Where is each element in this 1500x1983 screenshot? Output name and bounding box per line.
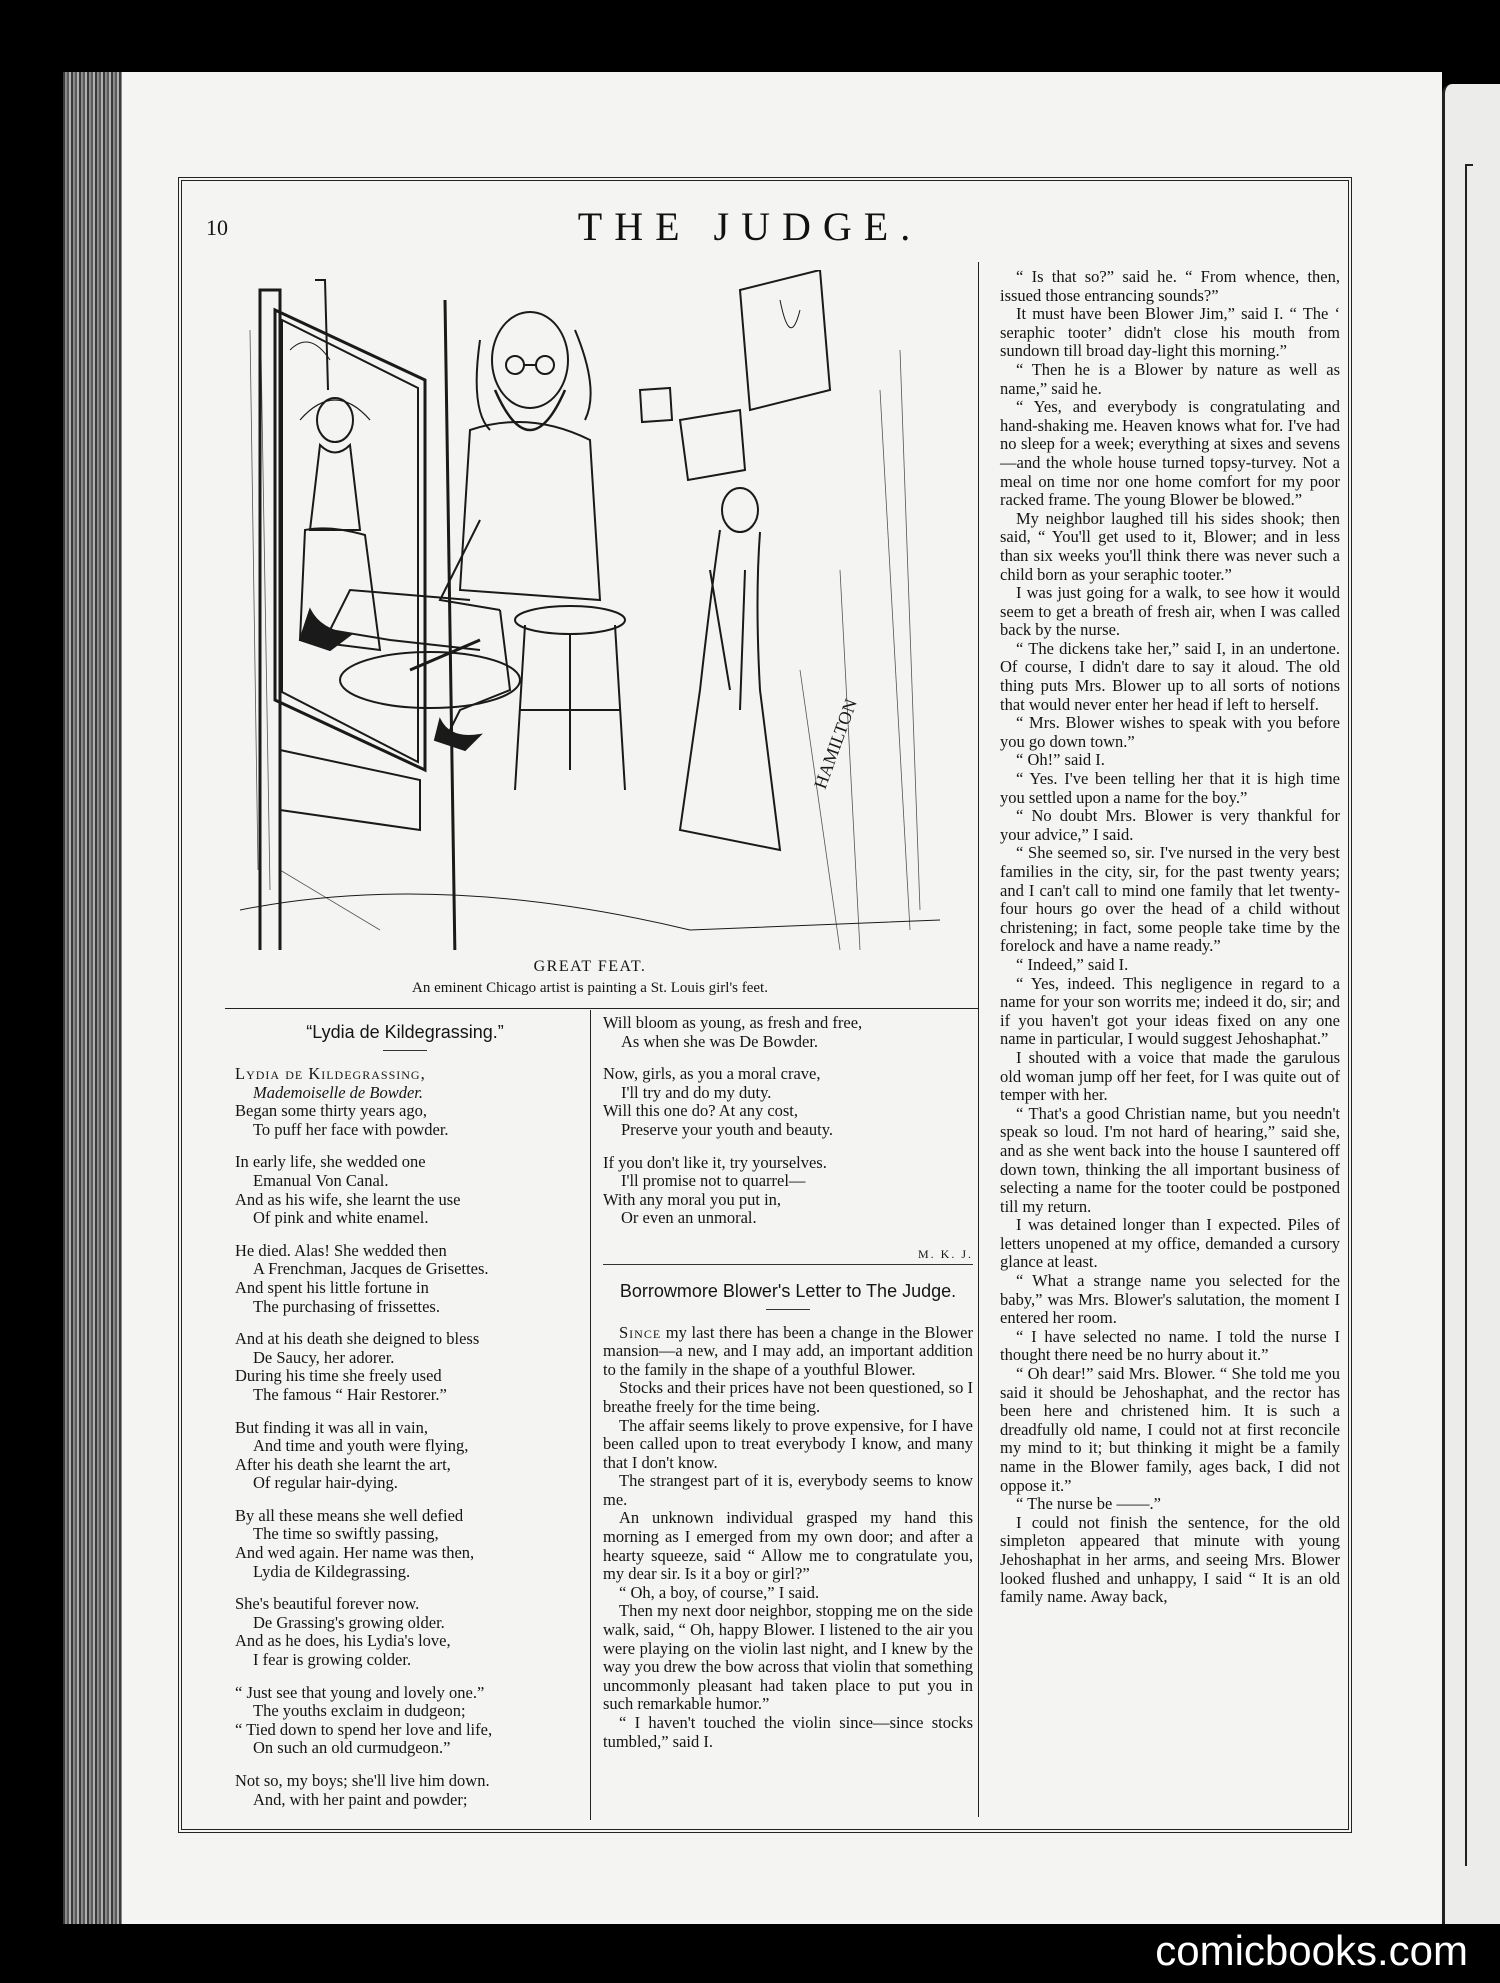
letter-paragraph: Then my next door neighbor, stopping me on the side walk, said, “ Oh, happy Blower. I listened to the air you were playing on the violin last night, and I knew by the way you drew the bow across that violin that something uncommonly pleasant had taken place to put you in such remarkable humor.” [603,1601,973,1714]
column-rule-vertical-right [978,262,979,1817]
poem-line: The time so swiftly passing, [253,1524,439,1544]
letter-paragraph: “ Yes. I've been telling her that it is high time you settled upon a name for the boy.” [1000,769,1340,807]
letter-first-word: Since [619,1322,662,1342]
letter-paragraph: “ Then he is a Blower by nature as well as name,” said he. [1000,359,1340,398]
poem-line: In early life, she wedded one [235,1152,426,1172]
poem-stanza [235,1153,575,1227]
poem-continuation [603,1014,973,1228]
poem-line: I'll promise not to quarrel— [621,1171,806,1191]
letter-paragraph: “ What a strange name you selected for the baby,” was Mrs. Blower's salutation, the moment I entered her room. [1000,1271,1340,1328]
poem-title: “Lydia de Kildegrassing.” [306,1022,504,1042]
poem-column [235,1020,575,1823]
poem-line: Now, girls, as you a moral crave, [603,1064,821,1084]
poem-line: But finding it was all in vain, [235,1417,428,1437]
poem-line: The purchasing of frissettes. [253,1296,440,1316]
poem-stanza [235,1065,575,1139]
letter-paragraph: I was just going for a walk, to see how it would seem to get a breath of fresh air, when I was called back by the nurse. [1000,583,1340,640]
letter-paragraph: “ She seemed so, sir. I've nursed in the very best families in the city, sir, for the past twenty years; and I can't call to mind one family that let twenty-four hours go over the head of a child without christening; in fact, some people take time by the forelock and have a name ready.” [1000,843,1340,956]
poem-line: The youths exclaim in dudgeon; [253,1701,466,1721]
masthead: THE JUDGE. [577,204,923,249]
poem-line: And wed again. Her name was then, [235,1543,475,1563]
letter-paragraph: “ The nurse be ——.” [1016,1494,1161,1514]
poem-stanza [235,1419,575,1493]
poem-line: De Saucy, her adorer. [253,1347,395,1367]
letter-paragraph: “ Is that so?” said he. “ From whence, then, issued those entrancing sounds?” [1000,267,1340,305]
poem-line: And time and youth were flying, [253,1436,469,1456]
poem-signature: M. K. J. [917,1246,973,1261]
short-rule [766,1309,810,1310]
poem-stanza [235,1595,575,1669]
poem-line: Preserve your youth and beauty. [621,1119,833,1139]
letter-paragraph: An unknown individual grasped my hand this morning as I emerged from my own door; and after a hearty squeeze, said “ Allow me to congratulate you, my dear sir. Is it a boy or girl?” [603,1508,973,1584]
short-rule [383,1050,427,1051]
poem-line: Or even an unmoral. [621,1208,757,1228]
poem-line: Began some thirty years ago, [235,1101,427,1121]
letter-paragraph: I was detained longer than I expected. Piles of letters unopened at my office, demanded a cursory glance at least. [1000,1215,1340,1272]
letter-paragraph: The strangest part of it is, everybody seems to know me. [603,1471,973,1509]
poem-line: Of regular hair-dying. [253,1473,398,1493]
poem-line: And as his wife, she learnt the use [235,1189,461,1209]
poem-line: As when she was De Bowder. [621,1031,819,1051]
letter-title: Borrowmore Blower's Letter to The Judge. [619,1280,957,1301]
letter-paragraph: “ Yes, and everybody is congratulating and hand-shaking me. Heaven knows what for. I've had no sleep for a week; everything at sixes and sevens—and the whole house turned topsy-turvey. Not a meal on time nor one home comfort for my poor racked frame. The young Blower be blowed.” [1000,397,1340,510]
poem-stanza [603,1065,973,1139]
poem-stanza [235,1242,575,1316]
poem-line: Will this one do? At any cost, [603,1101,799,1121]
letter-paragraph: It must have been Blower Jim,” said I. “ The ‘ seraphic tooter’ didn't close his mouth from sundown till broad day-light this morning.” [1000,304,1340,361]
letter-paragraph: My neighbor laughed till his sides shook; then said, “ You'll get used to it, Blower; and in less than six weeks you'll think there was never such a child born as your seraphic tooter.” [1000,508,1340,584]
illustration-caption: An eminent Chicago artist is painting a St. Louis girl's feet. [412,980,768,996]
letter-paragraph: The affair seems likely to prove expensive, for I have been called upon to treat everybody I know, and many that I don't know. [603,1415,973,1472]
poem-line: “ Tied down to spend her love and life, [235,1719,493,1739]
canvas-painting [275,310,425,770]
letter-paragraph: “ Indeed,” said I. [1016,954,1129,974]
poem-line: To puff her face with powder. [253,1119,449,1139]
poem-line: Mademoiselle de Bowder. [253,1082,424,1102]
column-rule-horizontal [225,1008,978,1009]
poem-line: Emanual Von Canal. [253,1170,389,1190]
watermark: comicbooks.com [1155,1927,1468,1974]
letter-paragraph: “ I haven't touched the violin since—since stocks tumbled,” said I. [603,1713,973,1751]
letter-paragraph [603,1324,973,1380]
letter-continuation [1000,268,1340,1607]
poem-line: During his time she freely used [235,1366,442,1386]
poem-line: He died. Alas! She wedded then [235,1240,447,1260]
artist-figure [300,312,625,790]
poem-line: Will bloom as young, as fresh and free, [603,1013,863,1032]
book-spine [63,72,125,1924]
letter-paragraph: I could not finish the sentence, for the old simpleton appeared that minute with young Jehoshaphat in her arms, and seeing Mrs. Blower looked flushed and unhappy, I said “ It is an old family name. Away back, [1000,1512,1340,1607]
statue-figure [680,488,780,850]
letter-paragraph: I shouted with a voice that made the garulous old woman jump off her feet, for I was quite out of temper with her. [1000,1047,1340,1105]
poem-line: If you don't like it, try yourselves. [603,1152,827,1172]
illustration-caption-title: GREAT FEAT. [533,958,647,975]
poem-stanza [235,1772,575,1809]
letter-body [603,1324,973,1752]
poem-stanza [603,1014,973,1051]
letter-paragraph: “ No doubt Mrs. Blower is very thankful for your advice,” I said. [1000,806,1340,844]
letter-paragraph: “ That's a good Christian name, but you needn't speak so loud. I'm not hard of hearing,” said she, and as she went back into the house I sauntered off down town, thinking the all important business of selecting a name for the tooter could be postponed till my return. [1000,1103,1340,1216]
poem-line: The famous “ Hair Restorer.” [253,1384,447,1404]
letter-paragraph: “ I have selected no name. I told the nurse I thought there need be no hurry about it.” [1000,1326,1340,1365]
middle-column [603,1014,973,1751]
poem-line: On such an old curmudgeon.” [253,1738,451,1758]
poem-line: A Frenchman, Jacques de Grisettes. [253,1259,489,1279]
letter-paragraph: “ The dickens take her,” said I, in an undertone. Of course, I didn't dare to say it aloud. The old thing puts Mrs. Blower up to all sorts of notions that would never enter her head if left to herself. [1000,638,1340,714]
adjacent-page-edge [1442,84,1500,1924]
poem-line: Of pink and white enamel. [253,1208,429,1228]
poem-stanza [235,1684,575,1758]
section-rule [603,1264,973,1265]
poem-line: And as he does, his Lydia's love, [235,1631,451,1651]
poem-line: With any moral you put in, [603,1189,782,1209]
poem-line: De Grassing's growing older. [253,1612,445,1632]
page-number: 10 [206,215,228,240]
letter-paragraph: Stocks and their prices have not been questioned, so I breathe freely for the time being. [603,1378,973,1416]
right-column [1000,268,1340,1607]
poem-line: Lydia de Kildegrassing, [235,1064,426,1083]
poem-line: I fear is growing colder. [253,1650,412,1670]
poem-line: After his death she learnt the art, [235,1454,451,1474]
poem-stanza [235,1507,575,1581]
column-rule-vertical-mid [590,1010,591,1820]
letter-paragraph: “ Oh!” said I. [1016,750,1105,770]
poem-line: By all these means she well defied [235,1505,464,1525]
letter-paragraph: “ Oh dear!” said Mrs. Blower. “ She told me you said it should be Jehoshaphat, and the rector has been here and christened him. It is such a dreadfully old name, I could not at first reconcile my mind to it; but thinking it might be a family name in the Blower family, ages back, I did not oppose it.” [1000,1364,1340,1495]
letter-paragraph: “ Yes, indeed. This negligence in regard to a name for your son worrits me; indeed it do, sir; and if you haven't got your ideas fixed on any one name in particular, I would suggest Jehoshaphat.” [1000,973,1340,1049]
poem-body [235,1065,575,1809]
poem-line: And, with her paint and powder; [253,1789,468,1809]
poem-line: I'll try and do my duty. [621,1082,772,1102]
poem-line: Not so, my boys; she'll live him down. [235,1771,490,1790]
artist-signature: HAMILTON [809,696,861,792]
poem-line: Lydia de Kildegrassing. [253,1561,411,1581]
poem-stanza [235,1330,575,1404]
poem-line: “ Just see that young and lovely one.” [235,1682,485,1702]
poem-line: She's beautiful forever now. [235,1594,420,1614]
poem-stanza [603,1154,973,1228]
cartoon-illustration [240,270,940,950]
letter-paragraph: “ Oh, a boy, of course,” I said. [619,1582,820,1602]
letter-paragraph-text: my last there has been a change in the Blower mansion—a new, and I may add, an important addition to the family in the shape of a youthful Blower. [603,1322,973,1379]
letter-paragraph: “ Mrs. Blower wishes to speak with you before you go down town.” [1000,713,1340,751]
poem-line: And spent his little fortune in [235,1277,429,1297]
poem-line: And at his death she deigned to bless [235,1329,480,1349]
